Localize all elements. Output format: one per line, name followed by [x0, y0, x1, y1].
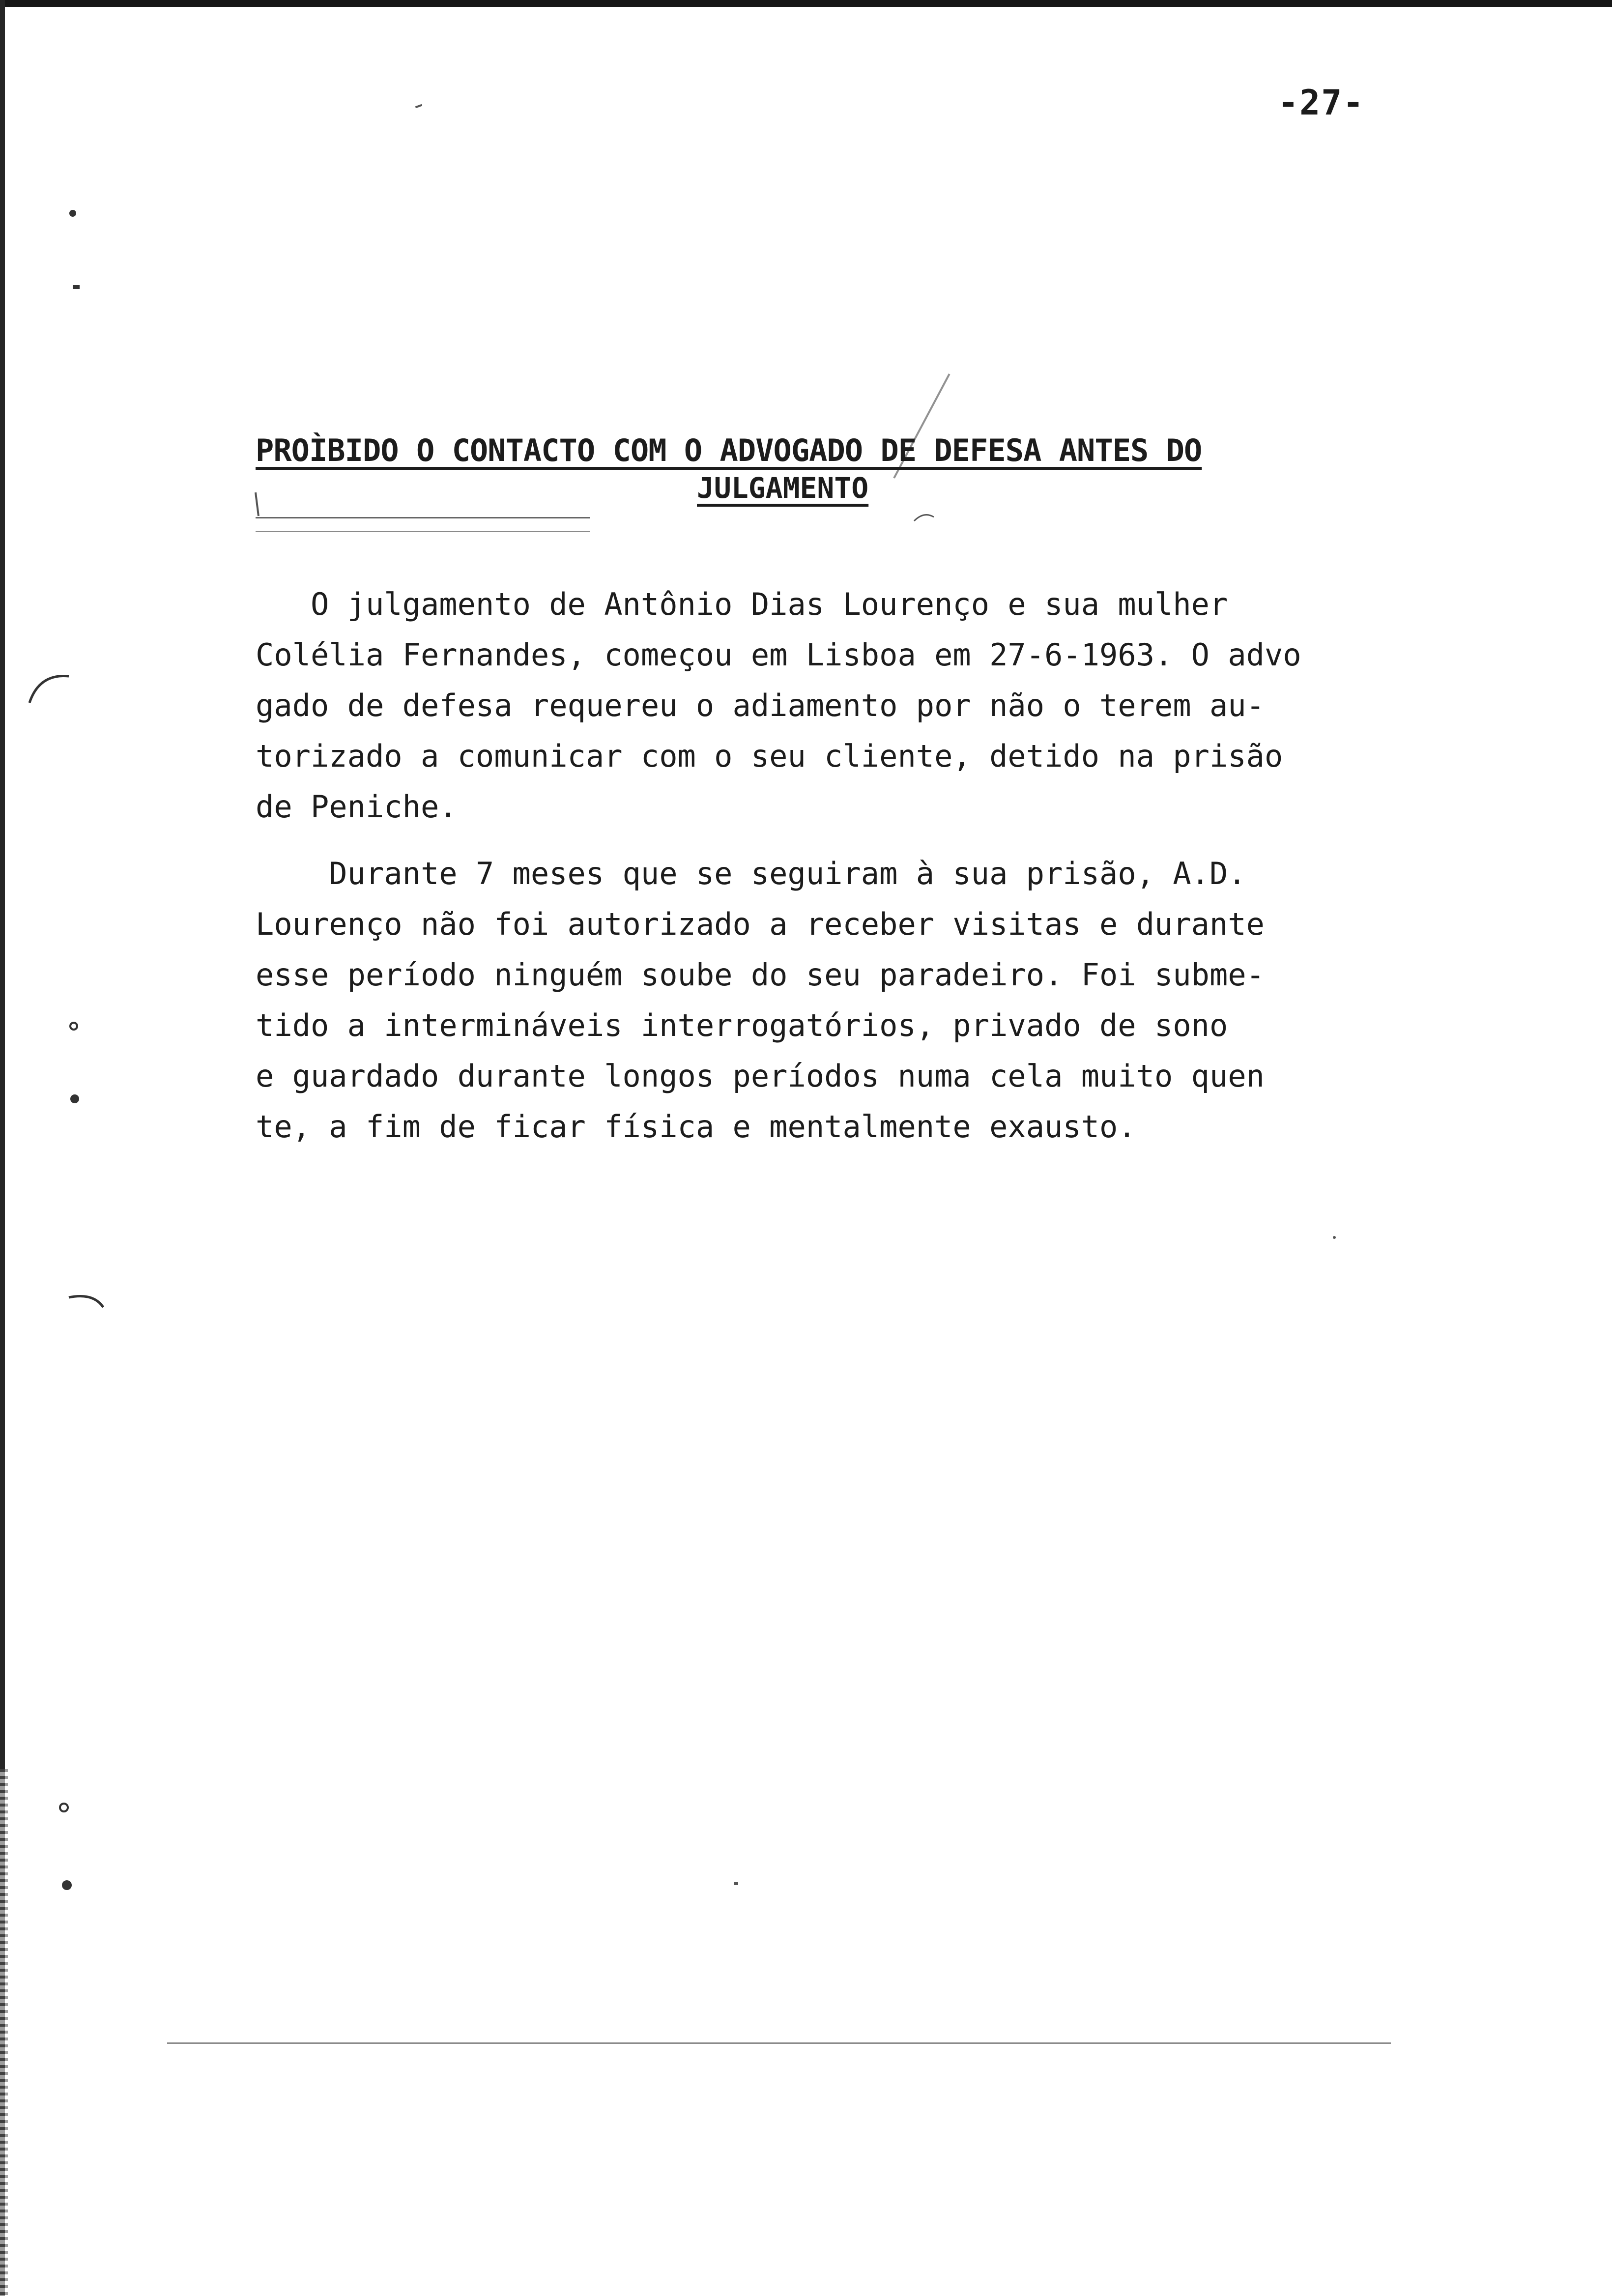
text-line: Durante 7 meses que se seguiram à sua prisão, A.D.	[256, 856, 1246, 891]
text-line: de Peniche.	[256, 789, 458, 825]
speck	[70, 1094, 79, 1103]
speck	[734, 1882, 738, 1885]
text-line: Colélia Fernandes, começou em Lisboa em 27-6-1963. O advo	[256, 637, 1301, 673]
speck	[29, 676, 69, 703]
text-line: tido a intermináveis interrogatórios, privado de sono	[256, 1007, 1228, 1043]
speck	[70, 1023, 77, 1030]
text-line: te, a fim de ficar física e mentalmente exausto.	[256, 1109, 1136, 1145]
text-line: Lourenço não foi autorizado a receber visitas e durante	[256, 906, 1265, 942]
speck	[914, 515, 934, 521]
page-number: -27-	[1278, 83, 1365, 123]
section-heading	[256, 432, 1337, 505]
bottom-rule	[167, 2042, 1391, 2044]
heading-line-2: JULGAMENTO	[697, 471, 869, 505]
scan-left-edge-texture	[0, 1769, 8, 2296]
text-line: gado de defesa requereu o adiamento por não o terem au-	[256, 688, 1265, 723]
handwritten-stroke	[256, 517, 590, 518]
speck	[73, 285, 80, 289]
speck	[69, 210, 76, 217]
heading-line-1: PROÌBIDO O CONTACTO COM O ADVOGADO DE DEFESA ANTES DO	[256, 432, 1202, 468]
text-line: esse período ninguém soube do seu paradeiro. Foi subme-	[256, 957, 1265, 993]
text-line: O julgamento de Antônio Dias Lourenço e sua mulher	[256, 586, 1228, 622]
scan-top-edge	[0, 0, 1612, 7]
speck	[60, 1804, 68, 1811]
speck	[69, 1296, 103, 1308]
speck	[62, 1880, 72, 1890]
handwritten-stroke	[256, 531, 590, 532]
speck	[1333, 1236, 1336, 1239]
paragraph-detention	[256, 848, 1386, 1152]
speck	[415, 104, 423, 109]
paragraph-trial	[256, 579, 1386, 832]
text-line: e guardado durante longos períodos numa cela muito quen	[256, 1058, 1265, 1094]
text-line: torizado a comunicar com o seu cliente, detido na prisão	[256, 738, 1283, 774]
